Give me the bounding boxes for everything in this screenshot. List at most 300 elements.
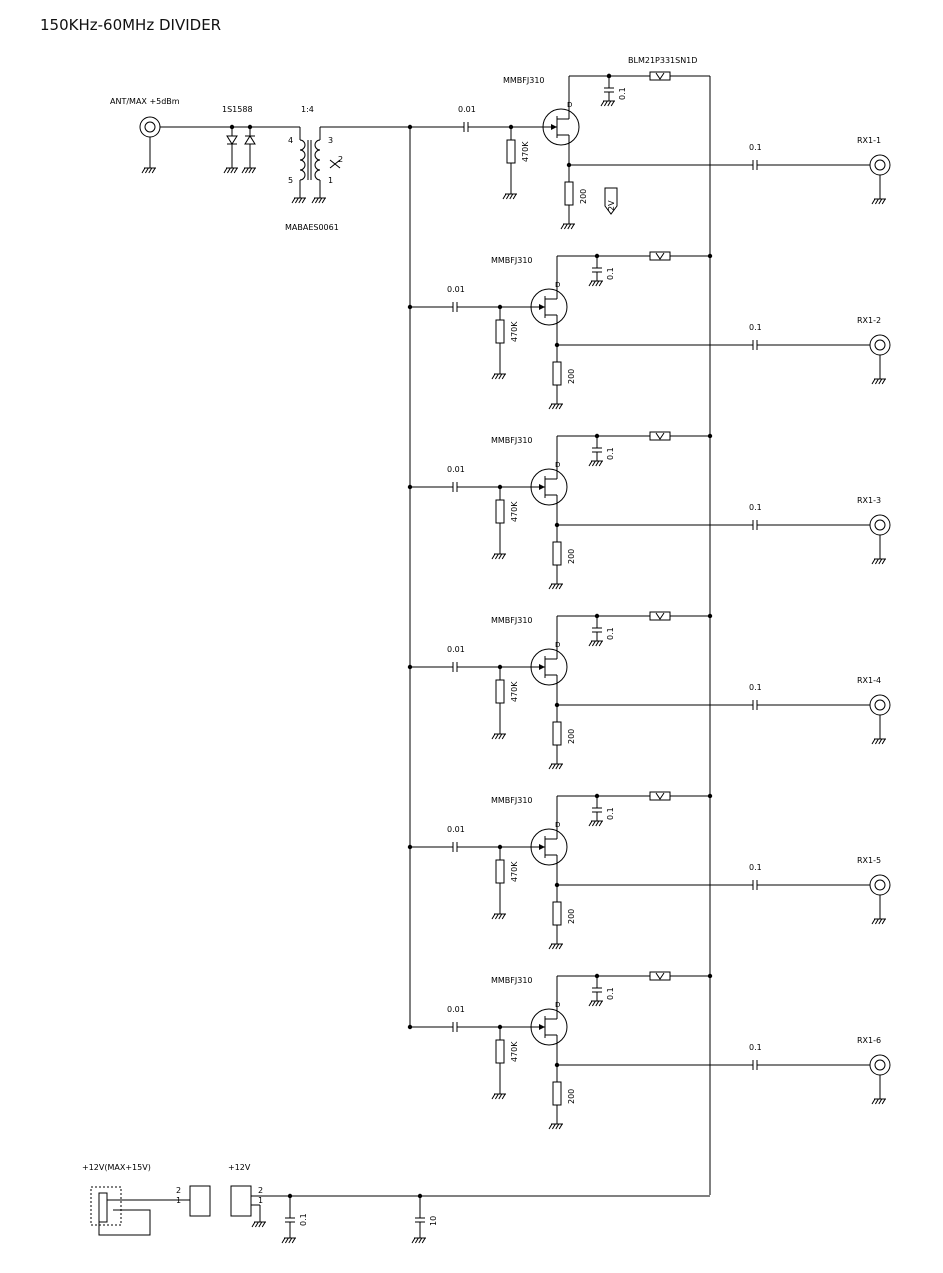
fet-label: MMBFJ310 <box>491 436 533 445</box>
capacitor <box>592 448 602 452</box>
amp-stage-5 <box>408 792 890 949</box>
output-cap-label: 0.1 <box>749 323 762 332</box>
ground-hatch <box>492 374 495 379</box>
ground-symbol <box>549 584 563 589</box>
ground-hatch <box>608 101 611 106</box>
supply-rail-label: +12V <box>228 1163 251 1172</box>
capacitor <box>604 88 614 92</box>
transformer <box>285 105 343 232</box>
ground-hatch <box>879 379 882 384</box>
bypass-cap-label: 0.1 <box>606 807 615 820</box>
output-cap-label: 0.1 <box>749 143 762 152</box>
ground-hatch <box>872 919 875 924</box>
ground-hatch <box>495 374 498 379</box>
ground-hatch <box>599 461 602 466</box>
ground-hatch <box>492 1094 495 1099</box>
ground-hatch <box>302 198 305 203</box>
ground-symbol <box>224 168 238 173</box>
winding-turn <box>315 150 320 160</box>
ground-hatch <box>319 198 322 203</box>
output-connector-label: RX1-1 <box>857 136 882 145</box>
ground-hatch <box>552 1124 555 1129</box>
gate-res-label: 470K <box>510 1041 519 1062</box>
capacitor <box>753 700 757 710</box>
drain-pin-label: D <box>555 1001 561 1009</box>
resistor <box>565 182 573 205</box>
ground-hatch <box>506 194 509 199</box>
ground-hatch <box>879 739 882 744</box>
ground-hatch <box>599 821 602 826</box>
ground-hatch <box>549 404 552 409</box>
winding-turn <box>315 140 320 150</box>
ground-hatch <box>502 914 505 919</box>
drain-pin-label: D <box>555 281 561 289</box>
ground-hatch <box>559 764 562 769</box>
dc-jack-pin <box>99 1193 107 1222</box>
ground-hatch <box>589 461 592 466</box>
capacitor <box>592 988 602 992</box>
ground-hatch <box>292 1238 295 1243</box>
resistor <box>496 860 504 883</box>
ground-hatch <box>604 101 607 106</box>
ground-hatch <box>502 1094 505 1099</box>
amp-stage-4 <box>408 612 890 769</box>
ground-hatch <box>242 168 245 173</box>
capacitor <box>453 482 457 492</box>
output-connector-label: RX1-2 <box>857 316 882 325</box>
ferrite-bead <box>650 432 670 440</box>
ferrite-bead <box>650 72 670 80</box>
ground-symbol <box>872 919 886 924</box>
coupling-cap-label: 0.01 <box>447 465 465 474</box>
input-label: ANT/MAX +5dBm <box>110 97 180 106</box>
drain-pin-label: D <box>555 461 561 469</box>
gate-res-label: 470K <box>510 501 519 522</box>
ground-hatch <box>882 919 885 924</box>
ratio-label: 1:4 <box>301 105 314 114</box>
ground-hatch <box>882 1099 885 1104</box>
drain-pin-label: D <box>555 821 561 829</box>
ground-hatch <box>492 914 495 919</box>
input-section <box>110 97 410 232</box>
ground-hatch <box>596 1001 599 1006</box>
ground-hatch <box>502 374 505 379</box>
output-connector-label: RX1-6 <box>857 1036 882 1045</box>
ground-symbol <box>561 224 575 229</box>
ground-hatch <box>552 764 555 769</box>
ground-symbol <box>492 1094 506 1099</box>
ground-hatch <box>549 584 552 589</box>
connector-inner <box>875 700 885 710</box>
connector-inner <box>875 340 885 350</box>
rf-connector <box>870 155 890 175</box>
ground-hatch <box>499 914 502 919</box>
jfet-symbol <box>531 289 567 325</box>
ground-symbol <box>872 559 886 564</box>
ground-hatch <box>502 554 505 559</box>
ground-symbol <box>282 1238 296 1243</box>
ground-hatch <box>875 379 878 384</box>
ground-hatch <box>599 1001 602 1006</box>
capacitor <box>415 1218 425 1222</box>
ground-hatch <box>510 194 513 199</box>
fet-label: MMBFJ310 <box>503 76 545 85</box>
fet-label: MMBFJ310 <box>491 256 533 265</box>
ground-hatch <box>875 1099 878 1104</box>
coupling-cap-label: 0.01 <box>447 1005 465 1014</box>
ground-hatch <box>875 919 878 924</box>
resistor <box>496 320 504 343</box>
winding-turn <box>300 170 305 180</box>
connector-inner <box>875 160 885 170</box>
ground-hatch <box>589 281 592 286</box>
capacitor <box>592 268 602 272</box>
ground-hatch <box>559 944 562 949</box>
rf-connector <box>870 695 890 715</box>
ground-symbol <box>412 1238 426 1243</box>
output-cap-label: 0.1 <box>749 683 762 692</box>
protection-diode <box>242 125 256 173</box>
ground-hatch <box>601 101 604 106</box>
resistor <box>496 680 504 703</box>
capacitor <box>453 662 457 672</box>
ground-hatch <box>559 404 562 409</box>
bypass-cap-label: 0.1 <box>606 987 615 1000</box>
ground-hatch <box>299 198 302 203</box>
ground-hatch <box>285 1238 288 1243</box>
ground-hatch <box>879 199 882 204</box>
ground-hatch <box>592 641 595 646</box>
ground-symbol <box>601 101 615 106</box>
fet-label: MMBFJ310 <box>491 796 533 805</box>
dc-jack-label: +12V(MAX+15V) <box>82 1163 151 1172</box>
ferrite-bead <box>650 792 670 800</box>
ground-hatch <box>872 1099 875 1104</box>
ground-hatch <box>879 559 882 564</box>
ground-hatch <box>556 1124 559 1129</box>
source-res-label: 200 <box>567 728 576 744</box>
ground-symbol <box>589 641 603 646</box>
output-connector-label: RX1-4 <box>857 676 882 685</box>
ground-hatch <box>592 461 595 466</box>
ground-hatch <box>596 821 599 826</box>
ground-hatch <box>596 281 599 286</box>
bypass-cap-label: 0.1 <box>606 447 615 460</box>
ground-hatch <box>224 168 227 173</box>
ground-symbol <box>549 944 563 949</box>
ground-hatch <box>245 168 248 173</box>
ground-hatch <box>499 374 502 379</box>
ground-hatch <box>252 168 255 173</box>
rf-connector <box>870 1055 890 1075</box>
ground-symbol <box>242 168 256 173</box>
junction-dot <box>708 434 712 438</box>
ground-hatch <box>596 641 599 646</box>
capacitor <box>753 520 757 530</box>
ground-hatch <box>571 224 574 229</box>
ground-hatch <box>502 734 505 739</box>
pin-label: 2 <box>338 155 344 164</box>
ground-hatch <box>559 584 562 589</box>
ground-hatch <box>879 919 882 924</box>
ground-symbol <box>872 739 886 744</box>
connector-inner <box>145 122 155 132</box>
winding-turn <box>315 160 320 170</box>
resistor <box>496 500 504 523</box>
ground-hatch <box>322 198 325 203</box>
ground-symbol <box>503 194 517 199</box>
ground-hatch <box>295 198 298 203</box>
resistor <box>553 1082 561 1105</box>
ground-hatch <box>556 404 559 409</box>
capacitor <box>464 122 468 132</box>
pin-label: 3 <box>328 136 334 145</box>
amp-stage-6 <box>408 972 890 1129</box>
capacitor <box>592 808 602 812</box>
capacitor <box>753 1060 757 1070</box>
ground-hatch <box>589 641 592 646</box>
power-cap-label: 10 <box>429 1215 438 1226</box>
protection-diode <box>224 125 238 173</box>
ground-hatch <box>552 944 555 949</box>
ground-hatch <box>568 224 571 229</box>
ground-hatch <box>872 379 875 384</box>
ferrite-part-label: BLM21P331SN1D <box>628 56 698 65</box>
ground-hatch <box>415 1238 418 1243</box>
ground-hatch <box>564 224 567 229</box>
fet-label: MMBFJ310 <box>491 616 533 625</box>
source-res-label: 200 <box>567 908 576 924</box>
winding-turn <box>300 150 305 160</box>
rf-connector <box>870 335 890 355</box>
resistor <box>496 1040 504 1063</box>
jfet-symbol <box>531 829 567 865</box>
output-cap-label: 0.1 <box>749 1043 762 1052</box>
ground-hatch <box>592 281 595 286</box>
ground-hatch <box>552 404 555 409</box>
amp-stage-2 <box>408 252 890 409</box>
ground-hatch <box>882 559 885 564</box>
ground-hatch <box>599 281 602 286</box>
ground-hatch <box>252 1222 255 1227</box>
ferrite-bead <box>650 972 670 980</box>
test-point-2v <box>605 188 617 214</box>
power-cap-label: 0.1 <box>299 1213 308 1226</box>
ground-hatch <box>495 554 498 559</box>
header-connector <box>231 1186 251 1216</box>
ground-hatch <box>249 168 252 173</box>
bypass-cap-label: 0.1 <box>606 267 615 280</box>
source-res-label: 200 <box>567 1088 576 1104</box>
transformer-label: MABAES0061 <box>285 223 339 232</box>
capacitor <box>285 1218 295 1222</box>
ground-hatch <box>882 199 885 204</box>
ground-symbol <box>292 198 306 203</box>
ground-hatch <box>315 198 318 203</box>
junction-dot <box>708 974 712 978</box>
winding-turn <box>315 170 320 180</box>
resistor <box>553 362 561 385</box>
ground-hatch <box>513 194 516 199</box>
fet-label: MMBFJ310 <box>491 976 533 985</box>
ground-symbol <box>872 1099 886 1104</box>
ground-hatch <box>259 1222 262 1227</box>
coupling-cap-label: 0.01 <box>447 825 465 834</box>
capacitor <box>453 1022 457 1032</box>
pin-label: 4 <box>288 136 294 145</box>
coupling-cap-label: 0.01 <box>447 285 465 294</box>
junction-dot <box>708 794 712 798</box>
ground-hatch <box>292 198 295 203</box>
winding-turn <box>300 140 305 150</box>
ground-hatch <box>503 194 506 199</box>
ground-hatch <box>549 764 552 769</box>
ground-hatch <box>549 1124 552 1129</box>
connector-inner <box>875 880 885 890</box>
ground-hatch <box>149 168 152 173</box>
ground-hatch <box>152 168 155 173</box>
schematic-title: 150KHz-60MHz DIVIDER <box>40 16 222 34</box>
ferrite-bead <box>650 252 670 260</box>
ground-symbol <box>589 1001 603 1006</box>
jfet-symbol <box>531 469 567 505</box>
resistor <box>507 140 515 163</box>
bypass-cap-label: 0.1 <box>606 627 615 640</box>
ground-hatch <box>255 1222 258 1227</box>
bypass-cap-label: 0.1 <box>618 87 627 100</box>
ground-hatch <box>875 199 878 204</box>
ground-symbol <box>142 168 156 173</box>
ground-hatch <box>879 1099 882 1104</box>
ground-hatch <box>561 224 564 229</box>
ground-symbol <box>589 821 603 826</box>
ferrite-bead <box>650 612 670 620</box>
ground-hatch <box>552 584 555 589</box>
connector-inner <box>875 520 885 530</box>
ground-hatch <box>872 739 875 744</box>
ground-symbol <box>492 734 506 739</box>
gate-res-label: 470K <box>521 141 530 162</box>
rf-connector <box>140 117 160 137</box>
capacitor <box>453 302 457 312</box>
ground-hatch <box>282 1238 285 1243</box>
ground-symbol <box>589 461 603 466</box>
ground-hatch <box>556 584 559 589</box>
ground-hatch <box>592 821 595 826</box>
ground-hatch <box>495 734 498 739</box>
diode-body <box>245 136 255 144</box>
header-pin-label: 1 <box>176 1196 182 1205</box>
winding-turn <box>300 160 305 170</box>
ground-symbol <box>492 374 506 379</box>
coupling-cap-label: 0.01 <box>458 105 476 114</box>
rf-connector <box>870 875 890 895</box>
header-connector <box>190 1186 210 1216</box>
ground-hatch <box>499 1094 502 1099</box>
ground-hatch <box>559 1124 562 1129</box>
diode-label: 1S1588 <box>222 105 253 114</box>
amp-stage-1 <box>408 72 890 229</box>
source-res-label: 200 <box>567 368 576 384</box>
ground-hatch <box>556 944 559 949</box>
pin-label: 5 <box>288 176 294 185</box>
ground-hatch <box>875 559 878 564</box>
header-pin-label: 2 <box>258 1186 264 1195</box>
output-cap-label: 0.1 <box>749 503 762 512</box>
coupling-cap-label: 0.01 <box>447 645 465 654</box>
resistor <box>553 902 561 925</box>
jfet-symbol <box>543 109 579 145</box>
ground-hatch <box>492 734 495 739</box>
ground-hatch <box>499 734 502 739</box>
junction-dot <box>708 614 712 618</box>
ground-hatch <box>499 554 502 559</box>
ground-symbol <box>492 914 506 919</box>
junction-dot <box>607 74 611 78</box>
ground-hatch <box>599 641 602 646</box>
ground-hatch <box>145 168 148 173</box>
ground-hatch <box>234 168 237 173</box>
ground-hatch <box>289 1238 292 1243</box>
resistor <box>553 542 561 565</box>
ground-symbol <box>872 199 886 204</box>
ground-symbol <box>252 1222 266 1227</box>
ground-symbol <box>549 404 563 409</box>
ground-hatch <box>231 168 234 173</box>
junction-dot <box>708 254 712 258</box>
diode-body <box>227 136 237 144</box>
capacitor <box>453 842 457 852</box>
ground-hatch <box>495 914 498 919</box>
ground-hatch <box>882 739 885 744</box>
jfet-symbol <box>531 1009 567 1045</box>
ground-hatch <box>596 461 599 466</box>
output-connector-label: RX1-5 <box>857 856 882 865</box>
source-res-label: 200 <box>567 548 576 564</box>
jfet-symbol <box>531 649 567 685</box>
ground-hatch <box>882 379 885 384</box>
ground-hatch <box>227 168 230 173</box>
ground-hatch <box>611 101 614 106</box>
power-section <box>82 1163 710 1243</box>
ground-hatch <box>549 944 552 949</box>
pin-label: 1 <box>328 176 334 185</box>
drain-pin-label: D <box>555 641 561 649</box>
gate-res-label: 470K <box>510 321 519 342</box>
ground-hatch <box>412 1238 415 1243</box>
ground-hatch <box>872 199 875 204</box>
output-connector-label: RX1-3 <box>857 496 882 505</box>
connector-inner <box>875 1060 885 1070</box>
ground-symbol <box>872 379 886 384</box>
resistor <box>553 722 561 745</box>
ground-hatch <box>262 1222 265 1227</box>
ground-symbol <box>549 764 563 769</box>
capacitor <box>592 628 602 632</box>
ground-hatch <box>422 1238 425 1243</box>
ground-hatch <box>312 198 315 203</box>
amp-stage-3 <box>408 432 890 589</box>
ground-hatch <box>589 821 592 826</box>
capacitor <box>753 880 757 890</box>
ground-hatch <box>492 554 495 559</box>
ground-hatch <box>875 739 878 744</box>
ground-symbol <box>549 1124 563 1129</box>
capacitor <box>753 160 757 170</box>
gate-res-label: 470K <box>510 861 519 882</box>
header-pin-label: 2 <box>176 1186 182 1195</box>
ground-symbol <box>492 554 506 559</box>
